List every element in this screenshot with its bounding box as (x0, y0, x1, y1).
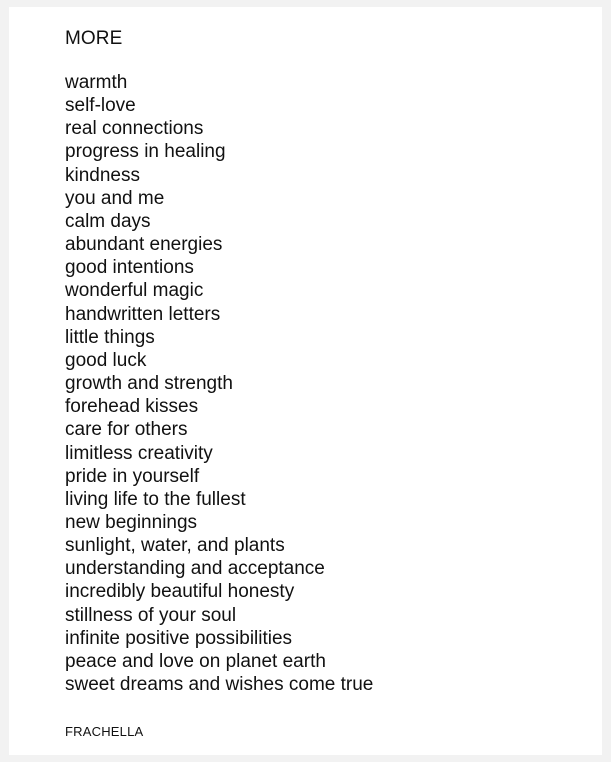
poem-lines (65, 71, 373, 696)
poem-line: kindness (65, 164, 140, 186)
poem-line: good intentions (65, 257, 194, 279)
poem-line: you and me (65, 187, 165, 209)
poem-line: incredibly beautiful honesty (65, 581, 295, 603)
poem-line: limitless creativity (65, 442, 213, 464)
poem-line: self-love (65, 95, 136, 117)
poem-line: infinite positive possibilities (65, 627, 293, 649)
poem-line: good luck (65, 349, 147, 371)
poem-line: forehead kisses (65, 396, 199, 418)
poem-line: handwritten letters (65, 303, 221, 325)
poem-line: new beginnings (65, 511, 198, 533)
poem-line: little things (65, 326, 155, 348)
poem-line: abundant energies (65, 234, 223, 256)
poem-line: sweet dreams and wishes come true (65, 674, 374, 696)
poem-line: stillness of your soul (65, 604, 237, 626)
poem-line: understanding and acceptance (65, 558, 325, 580)
poem-line: care for others (65, 419, 188, 441)
poem-line: wonderful magic (65, 280, 204, 302)
poem-line: sunlight, water, and plants (65, 535, 285, 557)
poem-sheet (9, 7, 602, 755)
poem-line: pride in yourself (65, 465, 200, 487)
poem-line: warmth (65, 72, 128, 93)
poem-line: real connections (65, 118, 204, 140)
poem-line: living life to the fullest (65, 488, 246, 510)
poem-line: peace and love on planet earth (65, 650, 326, 672)
poem-line: growth and strength (65, 373, 233, 395)
poem-line: progress in healing (65, 141, 226, 163)
poem-line: calm days (65, 210, 151, 232)
poem-author: FRACHELLA (65, 724, 144, 739)
poem-title: MORE (65, 28, 123, 49)
